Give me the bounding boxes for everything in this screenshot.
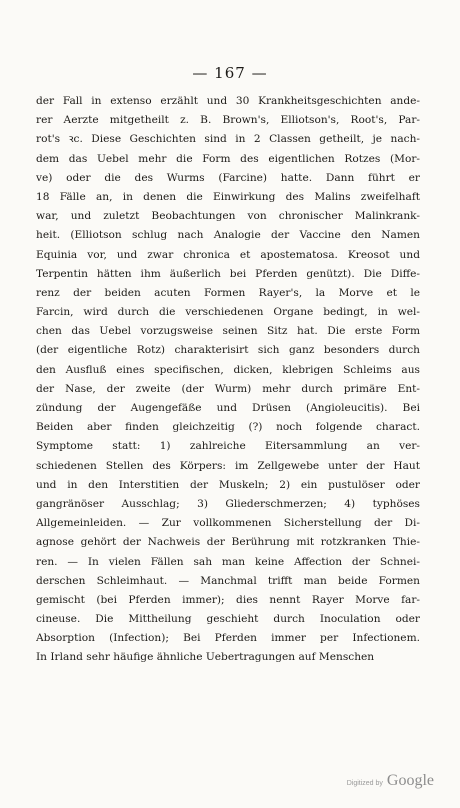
text-line: Allgemeinleiden. — Zur vollkommenen Sicherstellung der Di- xyxy=(36,517,420,530)
text-line: Symptome statt: 1) zahlreiche Eitersammlung an ver- xyxy=(36,440,420,453)
text-line: und in den Interstitien der Muskeln; 2) ein pustulöser oder xyxy=(36,478,420,491)
body-text xyxy=(36,92,420,668)
google-logo: Google xyxy=(386,772,434,789)
text-line: ve) oder die des Wurms (Farcine) hatte. Dann führt er xyxy=(36,171,420,184)
text-line: gangränöser Ausschlag; 3) Gliederschmerzen; 4) typhöses xyxy=(36,497,420,510)
text-line: renz der beiden acuten Formen Rayer's, la Morve et le xyxy=(36,286,420,299)
text-line: In Irland sehr häufige ähnliche Uebertragungen auf Menschen xyxy=(36,651,375,664)
text-line: dem das Uebel mehr die Form des eigentlichen Rotzes (Mor- xyxy=(36,152,420,165)
text-line: chen das Uebel vorzugsweise seinen Sitz hat. Die erste Form xyxy=(36,325,420,338)
digitized-by-label: Digitized by xyxy=(346,780,383,787)
text-line: derschen Schleimhaut. — Manchmal trifft man beide Formen xyxy=(36,574,420,587)
text-line: cineuse. Die Mittheilung geschieht durch Inoculation oder xyxy=(36,613,420,626)
text-line: den Ausfluß eines specifischen, dicken, klebrigen Schleims aus xyxy=(36,363,420,376)
text-line: zündung der Augengefäße und Drüsen (Angioleucitis). Bei xyxy=(36,402,420,414)
text-line: schiedenen Stellen des Körpers: im Zellgewebe unter der Haut xyxy=(36,459,420,472)
text-line: heit. (Elliotson schlug nach Analogie der Vaccine den Namen xyxy=(36,229,420,242)
text-line: Equinia vor, und zwar chronica et apostematosa. Kreosot und xyxy=(36,248,420,261)
text-line: Farcin, wird durch die verschiedenen Organe bedingt, in wel- xyxy=(36,306,420,319)
digitized-watermark xyxy=(304,772,434,794)
text-line: Beiden aber finden gleichzeitig (?) noch folgende charact. xyxy=(36,421,420,434)
text-line: rot's ꝛc. Diese Geschichten sind in 2 Classen getheilt, je nach- xyxy=(36,133,420,146)
text-line: agnose gehört der Nachweis der Berührung mit rotzkranken Thie- xyxy=(36,536,420,549)
text-line: Terpentin hätten ihm äußerlich bei Pferden genützt). Die Diffe- xyxy=(36,267,420,280)
text-line: der Nase, der zweite (der Wurm) mehr durch primäre Ent- xyxy=(36,382,420,395)
text-line: war, und zuletzt Beobachtungen von chronischer Malinkrank- xyxy=(36,210,420,223)
text-line: rer Aerzte mitgetheilt z. B. Brown's, Elliotson's, Root's, Par- xyxy=(36,114,420,127)
text-line: der Fall in extenso erzählt und 30 Krankheitsgeschichten ande- xyxy=(36,95,420,107)
text-line: ren. — In vielen Fällen sah man keine Affection der Schnei- xyxy=(36,555,420,568)
text-line: (der eigentliche Rotz) charakterisirt sich ganz besonders durch xyxy=(36,344,420,357)
text-line: 18 Fälle an, in denen die Einwirkung des Malins zweifelhaft xyxy=(36,190,420,203)
text-line: gemischt (bei Pferden immer); dies nennt Rayer Morve far- xyxy=(36,593,420,606)
page-number-header: — 167 — xyxy=(192,64,268,82)
text-line: Absorption (Infection); Bei Pferden immer per Infectionem. xyxy=(36,632,420,645)
